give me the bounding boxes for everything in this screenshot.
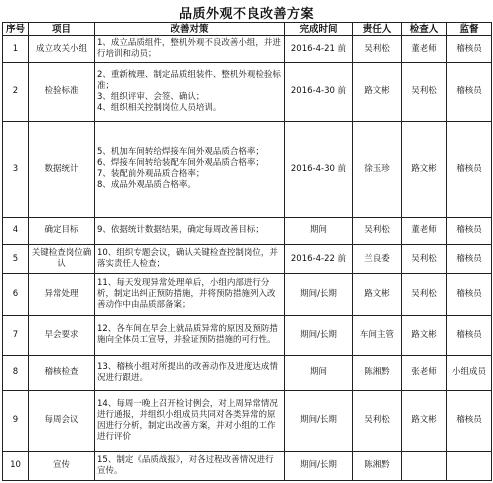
row-item: 关键检查岗位确认 [29, 244, 95, 273]
row-deadline: 期间 [285, 217, 353, 244]
table-row [3, 315, 492, 355]
measure-line: 15、制定《品质战报》，对各过程改善情况进行宣传。 [97, 454, 274, 476]
measure-line: 13、稽核小组对所提出的改善动作及进度达成情况进行跟进。 [97, 361, 278, 383]
header-owner: 责任人 [353, 23, 402, 36]
row-supervisor [447, 451, 492, 480]
row-checker: 董老师 [402, 217, 447, 244]
measure-line: 10、组织专题会议，确认关键检查控制岗位，并落实责任人检查； [97, 248, 278, 269]
measure-line: 6、焊接车间转给装配车间外观品质合格率； [97, 158, 264, 169]
row-owner: 陈湘黔 [353, 451, 402, 480]
row-deadline: 期间/长期 [285, 315, 353, 355]
measure-line: 14、每周一晚上召开检讨例会，对上周异常情况进行通报，并组织小组成员共同对各类异常的原因进行分析，制定出改善方案，并对小组的工作进行评价 [97, 398, 278, 442]
row-checker: 吴利松 [402, 274, 447, 316]
row-supervisor: 稽核员 [447, 36, 492, 63]
row-deadline: 期间 [285, 355, 353, 391]
row-no: 9 [3, 391, 29, 452]
improvement-plan-table [2, 22, 492, 481]
row-measures [95, 36, 285, 63]
table-header-row [3, 23, 492, 36]
row-item: 确定目标 [29, 217, 95, 244]
table-row [3, 36, 492, 63]
row-owner: 吴利松 [353, 391, 402, 452]
measure-line: 8、成品外观品质合格率。 [97, 180, 196, 191]
row-measures [95, 451, 285, 480]
row-owner: 吴利松 [353, 217, 402, 244]
measure-line: 12、各车间在早会上就品质异常的原因及预防措施向全体员工宣导，并验证预防措施的可行性。 [97, 324, 278, 346]
row-owner: 吴利松 [353, 36, 402, 63]
row-checker [402, 451, 447, 480]
row-supervisor: 小组成员 [447, 355, 492, 391]
row-supervisor: 稽核员 [447, 244, 492, 273]
measure-line: 7、装配前外观品质合格率； [97, 169, 205, 180]
row-item: 宣传 [29, 451, 95, 480]
table-row [3, 451, 492, 480]
row-supervisor: 稽核员 [447, 391, 492, 452]
row-item: 稽核检查 [29, 355, 95, 391]
measure-line: 2、重新梳理、制定品质组装件、整机外观检验标准； [97, 69, 281, 91]
table-row [3, 355, 492, 391]
row-checker: 路文彬 [402, 315, 447, 355]
header-item: 项目 [29, 23, 95, 36]
row-checker: 张老师 [402, 355, 447, 391]
row-supervisor: 稽核员 [447, 63, 492, 121]
measure-line: 4、组织相关控制岗位人员培训。 [97, 102, 222, 113]
row-no: 5 [3, 244, 29, 273]
row-supervisor: 稽核员 [447, 315, 492, 355]
row-deadline: 期间/长期 [285, 274, 353, 316]
row-deadline: 期间/长期 [285, 451, 353, 480]
table-row [3, 63, 492, 121]
row-supervisor: 稽核员 [447, 121, 492, 217]
row-no: 2 [3, 63, 29, 121]
row-measures [95, 217, 285, 244]
row-owner: 陈湘黔 [353, 355, 402, 391]
row-item: 早会要求 [29, 315, 95, 355]
row-measures [95, 121, 285, 217]
row-supervisor: 稽核员 [447, 217, 492, 244]
row-measures [95, 244, 285, 273]
row-measures [95, 355, 285, 391]
row-owner: 兰良委 [353, 244, 402, 273]
row-measures [95, 63, 285, 121]
table-row [3, 391, 492, 452]
row-owner: 路文彬 [353, 63, 402, 121]
measure-line: 11、每天发现异常处理单后，小组内部进行分析，制定出纠正预防措施，并将预防措施列入改善动作中由品质部备案； [97, 278, 276, 311]
row-checker: 吴利松 [402, 244, 447, 273]
row-measures [95, 391, 285, 452]
row-item: 检验标准 [29, 63, 95, 121]
row-deadline: 2016-4-30 前 [285, 63, 353, 121]
row-deadline: 2016-4-30 前 [285, 121, 353, 217]
row-item: 成立攻关小组 [29, 36, 95, 63]
row-owner: 徐玉珍 [353, 121, 402, 217]
row-owner: 路文彬 [353, 274, 402, 316]
row-owner: 车间主管 [353, 315, 402, 355]
row-supervisor: 稽核员 [447, 274, 492, 316]
row-item: 异常处理 [29, 274, 95, 316]
row-deadline: 2016-4-22 前 [285, 244, 353, 273]
header-measures: 改善对策 [95, 23, 285, 36]
measure-line: 3、组织评审、会签、确认； [97, 91, 205, 102]
table-row [3, 217, 492, 244]
row-measures [95, 315, 285, 355]
row-no: 7 [3, 315, 29, 355]
measure-line: 1、成立品质组件，整机外观不良改善小组，并进行培训和动员； [97, 38, 281, 60]
row-checker: 路文彬 [402, 391, 447, 452]
header-checker: 检查人 [402, 23, 447, 36]
header-supervisor: 监督 [447, 23, 492, 36]
row-checker: 董老师 [402, 36, 447, 63]
document-title: 品质外观不良改善方案 [178, 7, 314, 22]
row-deadline: 2016-4-21 前 [285, 36, 353, 63]
row-no: 3 [3, 121, 29, 217]
table-row [3, 121, 492, 217]
header-deadline: 完成时间 [285, 23, 353, 36]
header-no: 序号 [3, 23, 29, 36]
measure-line: 5、机加车间转给焊接车间外观品质合格率； [97, 147, 264, 158]
row-no: 8 [3, 355, 29, 391]
table-row [3, 244, 492, 273]
row-no: 4 [3, 217, 29, 244]
measure-line: 9、依据统计数据结果，确定每周改善目标； [97, 225, 264, 236]
row-no: 10 [3, 451, 29, 480]
row-checker: 路文彬 [402, 121, 447, 217]
row-no: 1 [3, 36, 29, 63]
table-row [3, 274, 492, 316]
row-item: 数据统计 [29, 121, 95, 217]
row-no: 6 [3, 274, 29, 316]
row-checker: 吴利松 [402, 63, 447, 121]
row-measures [95, 274, 285, 316]
row-item: 每周会议 [29, 391, 95, 452]
row-deadline: 期间/长期 [285, 391, 353, 452]
